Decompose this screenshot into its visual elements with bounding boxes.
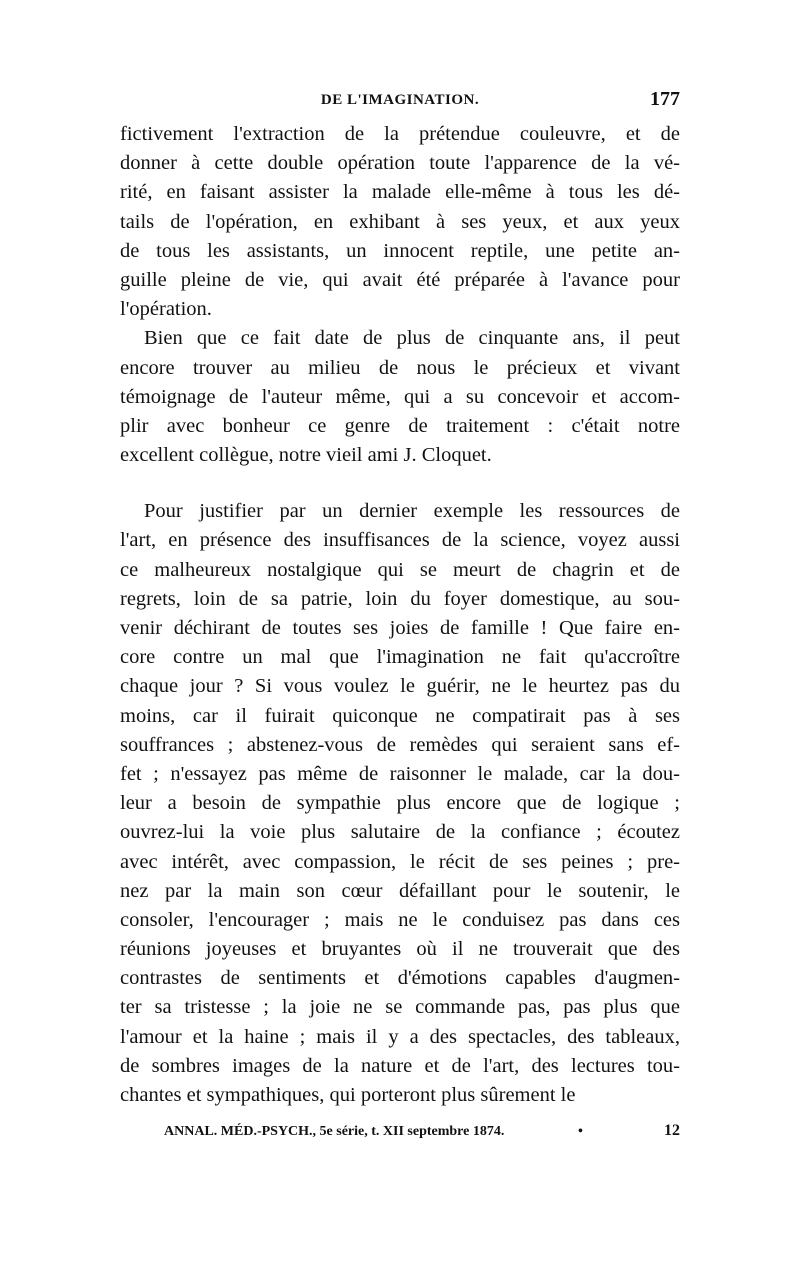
- text-line: moins, car il fuirait quiconque ne compatirait pas à ses: [120, 704, 680, 727]
- text-line: ce malheureux nostalgique qui se meurt de chagrin et de: [120, 558, 680, 581]
- text-line: venir déchirant de toutes ses joies de famille ! Que faire en-: [120, 617, 680, 639]
- text-line: nez par la main son cœur défaillant pour le soutenir, le: [120, 879, 680, 902]
- text-line: Pour justifier par un dernier exemple les ressources de: [144, 500, 680, 523]
- page-footer: [164, 1124, 680, 1148]
- text-line: chaque jour ? Si vous voulez le guérir, ne le heurtez pas du: [120, 675, 680, 698]
- text-line: souffrances ; abstenez-vous de remèdes qui seraient sans ef-: [120, 733, 680, 756]
- text-line: l'amour et la haine ; mais il y a des spectacles, des tableaux,: [120, 1025, 680, 1048]
- text-line: réunions joyeuses et bruyantes où il ne trouverait que des: [120, 938, 680, 961]
- text-line: encore trouver au milieu de nous le précieux et vivant: [120, 356, 680, 379]
- text-line: guille pleine de vie, qui avait été préparée à l'avance pour: [120, 268, 680, 291]
- text-line: de tous les assistants, un innocent reptile, une petite an-: [120, 239, 680, 262]
- page-number: 177: [650, 88, 680, 110]
- text-line: tails de l'opération, en exhibant à ses yeux, et aux yeux: [120, 210, 680, 233]
- text-line: regrets, loin de sa patrie, loin du foyer domestique, au sou-: [120, 587, 680, 610]
- running-title: DE L'IMAGINATION.: [320, 92, 480, 108]
- text-line: fictivement l'extraction de la prétendue couleuvre, et de: [120, 123, 680, 145]
- text-line: Bien que ce fait date de plus de cinquante ans, il peut: [144, 327, 680, 350]
- body-text: [120, 120, 680, 1110]
- paragraph: [120, 497, 680, 1110]
- book-page: [120, 88, 680, 1168]
- text-line: ouvrez-lui la voie plus salutaire de la confiance ; écoutez: [120, 821, 680, 844]
- text-line: core contre un mal que l'imagination ne fait qu'accroître: [120, 646, 680, 669]
- text-line: fet ; n'essayez pas même de raisonner le malade, car la dou-: [120, 762, 680, 785]
- signature-mark: 12: [664, 1122, 680, 1139]
- paragraph: [120, 324, 680, 470]
- paragraph-gap: [120, 470, 680, 497]
- text-line: l'opération.: [120, 298, 212, 321]
- text-line: consoler, l'encourager ; mais ne le conduisez pas dans ces: [120, 908, 680, 931]
- text-line: plir avec bonheur ce genre de traitement : c'était notre: [120, 414, 680, 437]
- text-line: l'art, en présence des insuffisances de la science, voyez aussi: [120, 529, 680, 552]
- text-line: leur a besoin de sympathie plus encore que de logique ;: [120, 792, 680, 815]
- text-line: de sombres images de la nature et de l'art, des lectures tou-: [120, 1054, 680, 1077]
- text-line: excellent collègue, notre vieil ami J. Cloquet.: [120, 444, 492, 467]
- footer-bullet: •: [578, 1124, 583, 1139]
- text-line: ter sa tristesse ; la joie ne se commande pas, pas plus que: [120, 996, 680, 1019]
- text-line: contrastes de sentiments et d'émotions capables d'augmen-: [120, 967, 680, 990]
- journal-citation: ANNAL. MÉD.-PSYCH., 5e série, t. XII septembre 1874.: [164, 1124, 505, 1139]
- text-line: rité, en faisant assister la malade elle-même à tous les dé-: [120, 181, 680, 204]
- paragraph: [120, 120, 680, 324]
- text-line: chantes et sympathiques, qui porteront plus sûrement le: [120, 1084, 576, 1106]
- page-header: [120, 88, 680, 120]
- text-line: témoignage de l'auteur même, qui a su concevoir et accom-: [120, 385, 680, 408]
- text-line: avec intérêt, avec compassion, le récit de ses peines ; pre-: [120, 850, 680, 873]
- text-line: donner à cette double opération toute l'apparence de la vé-: [120, 152, 680, 175]
